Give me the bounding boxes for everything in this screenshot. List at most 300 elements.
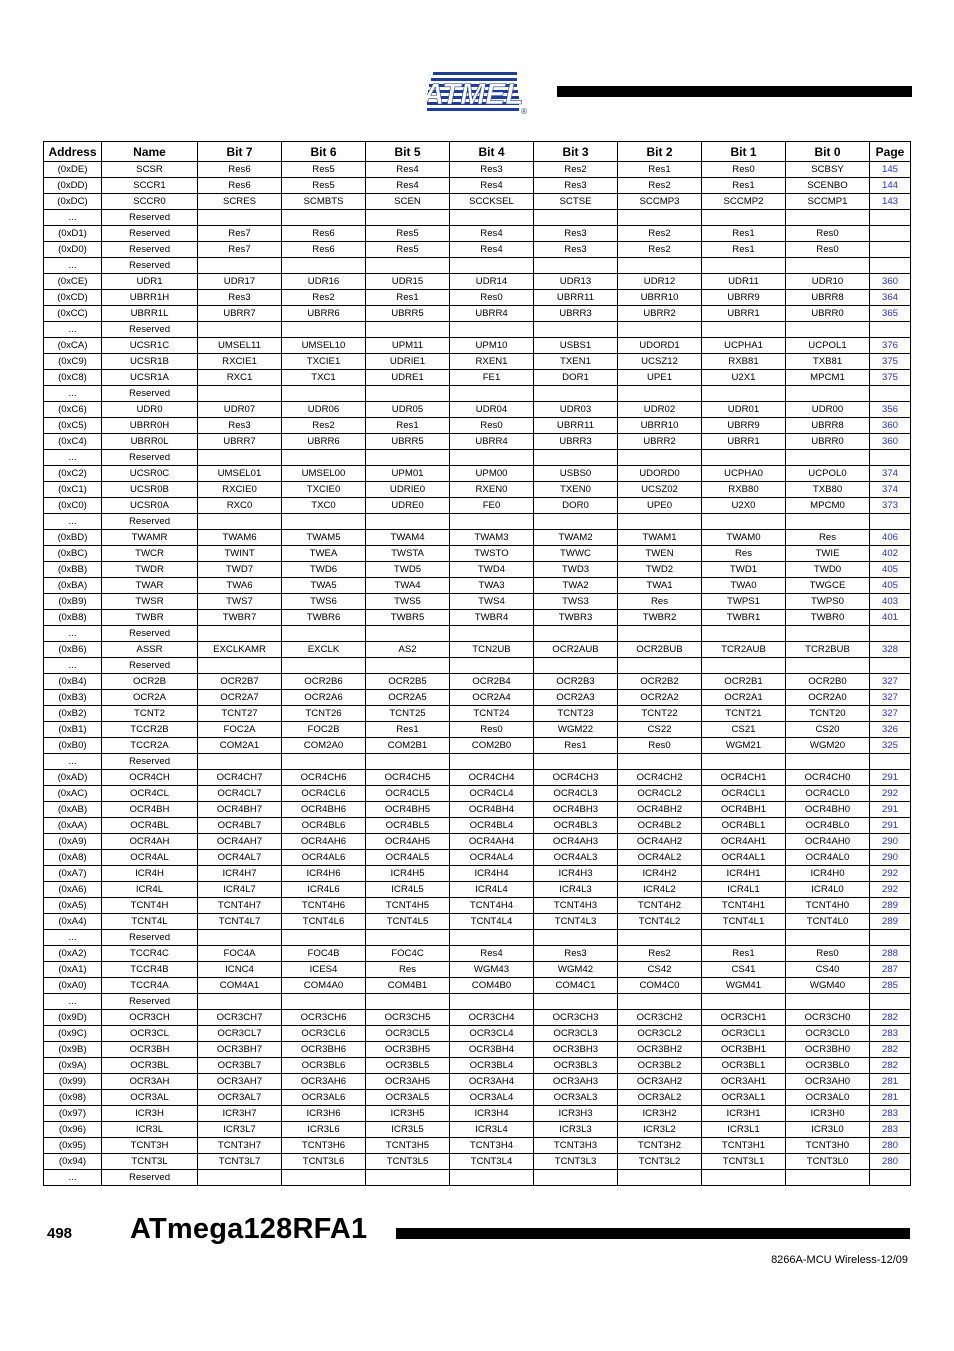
table-cell: OCR3CL0 [786,1026,870,1042]
table-cell: UBRR0 [786,306,870,322]
table-cell: OCR4AH7 [198,834,282,850]
table-cell: COM2A1 [198,738,282,754]
table-cell: (0xD0) [44,242,102,258]
table-cell: UDR14 [450,274,534,290]
table-cell: Res6 [198,178,282,194]
table-row [44,1138,911,1154]
table-cell: (0xA6) [44,882,102,898]
page-link[interactable]: 289 [870,914,911,930]
page-link[interactable]: 144 [870,178,911,194]
table-cell: (0xAC) [44,786,102,802]
table-cell: OCR4BL4 [450,818,534,834]
table-cell [618,450,702,466]
table-cell [618,386,702,402]
table-cell: OCR4BL [102,818,198,834]
table-cell: ASSR [102,642,198,658]
table-cell: OCR3AL3 [534,1090,618,1106]
table-cell [198,930,282,946]
table-cell: WGM21 [702,738,786,754]
table-cell [198,450,282,466]
table-row [44,386,911,402]
table-cell: OCR4BH7 [198,802,282,818]
page-link[interactable]: 291 [870,818,911,834]
table-cell: Res4 [450,226,534,242]
table-cell: OCR2A [102,690,198,706]
page-link[interactable]: 290 [870,834,911,850]
page-link[interactable]: 364 [870,290,911,306]
table-cell: Reserved [102,242,198,258]
table-cell: Res0 [618,738,702,754]
table-cell: Reserved [102,754,198,770]
table-cell: ICR3L3 [534,1122,618,1138]
table-cell: OCR2BUB [618,642,702,658]
table-cell: TCNT4H2 [618,898,702,914]
table-cell: Res3 [198,290,282,306]
table-cell: OCR4AH5 [366,834,450,850]
table-cell [786,754,870,770]
table-cell: TWSR [102,594,198,610]
table-cell: UBRR5 [366,434,450,450]
column-header: Bit 1 [702,142,786,162]
table-cell: TCNT3L [102,1154,198,1170]
table-cell: UCPHA1 [702,338,786,354]
table-cell: OCR2A4 [450,690,534,706]
table-cell: OCR3AL1 [702,1090,786,1106]
table-cell: UDR10 [786,274,870,290]
table-cell: ICR3L2 [618,1122,702,1138]
table-row [44,706,911,722]
header-rule [557,86,912,97]
table-cell: OCR3BL2 [618,1058,702,1074]
table-cell [198,210,282,226]
table-cell: ICR3L0 [786,1122,870,1138]
page-link[interactable]: 285 [870,978,911,994]
page-link[interactable]: 405 [870,562,911,578]
table-cell: UMSEL10 [282,338,366,354]
table-cell: TCNT3H4 [450,1138,534,1154]
table-cell: OCR4BH6 [282,802,366,818]
page-link[interactable]: 292 [870,866,911,882]
table-cell: Res1 [702,178,786,194]
table-cell: TCN2UB [450,642,534,658]
table-row [44,434,911,450]
table-row [44,802,911,818]
table-cell [366,754,450,770]
page-link[interactable]: 360 [870,274,911,290]
table-cell: (0xC5) [44,418,102,434]
table-cell: OCR2A1 [702,690,786,706]
table-cell: TWA4 [366,578,450,594]
table-cell: UBRR10 [618,418,702,434]
document-title: ATmega128RFA1 [130,1213,368,1245]
table-cell: OCR3BL4 [450,1058,534,1074]
table-cell: OCR3AH6 [282,1074,366,1090]
table-cell: UDR04 [450,402,534,418]
table-cell: SCCMP1 [786,194,870,210]
table-cell: TWS5 [366,594,450,610]
table-cell: ICR3H [102,1106,198,1122]
table-cell: COM2A0 [282,738,366,754]
table-cell [282,930,366,946]
table-cell: Res1 [366,418,450,434]
table-cell [366,450,450,466]
table-cell [534,1170,618,1186]
table-cell [198,258,282,274]
page-link[interactable]: 288 [870,946,911,962]
table-row [44,482,911,498]
table-cell: (0xB6) [44,642,102,658]
table-cell: ... [44,210,102,226]
column-header: Bit 0 [786,142,870,162]
table-cell: COM4C1 [534,978,618,994]
table-cell: ... [44,1170,102,1186]
table-cell [618,1170,702,1186]
table-cell: ICR3H2 [618,1106,702,1122]
page-link[interactable]: 327 [870,706,911,722]
table-cell: RXCIE0 [198,482,282,498]
table-cell: TWDR [102,562,198,578]
table-cell: CS22 [618,722,702,738]
table-cell: WGM40 [786,978,870,994]
table-cell [702,1170,786,1186]
page-link[interactable]: 375 [870,370,911,386]
table-cell: USBS1 [534,338,618,354]
table-cell [282,754,366,770]
page-link[interactable]: 280 [870,1154,911,1170]
table-cell: Reserved [102,514,198,530]
table-cell: Res0 [450,290,534,306]
page-link[interactable]: 280 [870,1138,911,1154]
table-cell: UBRR0H [102,418,198,434]
table-cell: TWBR1 [702,610,786,626]
table-cell: SCBSY [786,162,870,178]
table-cell [282,514,366,530]
table-cell: TCNT3L0 [786,1154,870,1170]
table-row [44,786,911,802]
table-cell: OCR2A6 [282,690,366,706]
table-row [44,882,911,898]
table-cell: (0xC1) [44,482,102,498]
table-cell: (0xB4) [44,674,102,690]
page-link[interactable]: 283 [870,1106,911,1122]
page-link[interactable]: 291 [870,770,911,786]
table-cell [702,386,786,402]
table-cell: OCR3CL2 [618,1026,702,1042]
table-cell: OCR4AL4 [450,850,534,866]
table-cell: Res3 [534,226,618,242]
page-link[interactable]: 376 [870,338,911,354]
table-cell: OCR4AH [102,834,198,850]
table-cell: ICR4H7 [198,866,282,882]
table-cell: TWD3 [534,562,618,578]
table-cell [702,658,786,674]
page-link[interactable]: 283 [870,1122,911,1138]
table-cell [786,994,870,1010]
table-row [44,306,911,322]
table-cell: OCR3AH3 [534,1074,618,1090]
table-cell [450,450,534,466]
table-row [44,1074,911,1090]
table-cell: SCRES [198,194,282,210]
page-link [870,930,911,946]
table-row [44,1170,911,1186]
table-cell: UBRR0L [102,434,198,450]
table-header-row [44,142,911,162]
page-link[interactable]: 290 [870,850,911,866]
table-cell: COM2B1 [366,738,450,754]
table-row [44,418,911,434]
table-cell: TWS7 [198,594,282,610]
page-link[interactable]: 325 [870,738,911,754]
table-cell: TWEN [618,546,702,562]
table-cell [702,450,786,466]
table-cell: ... [44,386,102,402]
table-row [44,834,911,850]
table-cell: (0xAA) [44,818,102,834]
table-cell: UMSEL01 [198,466,282,482]
table-cell: UCSZ12 [618,354,702,370]
table-cell: FOC4B [282,946,366,962]
page-link[interactable]: 283 [870,1026,911,1042]
table-cell: TCNT3L7 [198,1154,282,1170]
table-cell: RXB81 [702,354,786,370]
page-link[interactable]: 374 [870,482,911,498]
table-row [44,274,911,290]
table-row [44,1106,911,1122]
page-link[interactable]: 292 [870,786,911,802]
table-cell: TCNT4L6 [282,914,366,930]
table-cell: UCPHA0 [702,466,786,482]
table-cell: TCNT4H3 [534,898,618,914]
page-link[interactable]: 282 [870,1042,911,1058]
page-link[interactable]: 406 [870,530,911,546]
table-row [44,946,911,962]
page-link[interactable]: 281 [870,1090,911,1106]
table-cell [534,322,618,338]
table-cell: TWA0 [702,578,786,594]
table-cell [282,450,366,466]
page-link[interactable]: 405 [870,578,911,594]
table-cell: RXEN0 [450,482,534,498]
table-cell: Res2 [618,226,702,242]
table-cell: TCCR4A [102,978,198,994]
table-cell [786,514,870,530]
table-cell: TWD5 [366,562,450,578]
page-link[interactable]: 287 [870,962,911,978]
table-cell: ICR4H0 [786,866,870,882]
table-cell [450,258,534,274]
table-cell: ICR4H6 [282,866,366,882]
table-cell: EXCLKAMR [198,642,282,658]
page-link[interactable]: 282 [870,1010,911,1026]
table-cell: UPM00 [450,466,534,482]
table-cell: UCSZ02 [618,482,702,498]
table-cell: TCNT3L3 [534,1154,618,1170]
table-cell: OCR2A0 [786,690,870,706]
table-cell: TWGCE [786,578,870,594]
table-cell: TWPS0 [786,594,870,610]
table-cell: TWS6 [282,594,366,610]
table-cell: EXCLK [282,642,366,658]
page-link[interactable]: 143 [870,194,911,210]
table-cell: Reserved [102,658,198,674]
table-cell [786,386,870,402]
table-cell: (0xDC) [44,194,102,210]
page-link[interactable]: 356 [870,402,911,418]
table-cell [366,994,450,1010]
table-cell: OCR4AL6 [282,850,366,866]
table-cell: ICES4 [282,962,366,978]
table-cell: OCR2B [102,674,198,690]
table-cell: Res5 [282,178,366,194]
table-cell: OCR3CL [102,1026,198,1042]
table-cell: Res7 [198,226,282,242]
table-cell: Res2 [534,162,618,178]
table-row [44,338,911,354]
table-cell: ICR4L0 [786,882,870,898]
table-cell: ... [44,930,102,946]
table-cell: TCNT3H5 [366,1138,450,1154]
table-cell: OCR4BL6 [282,818,366,834]
page-link[interactable]: 328 [870,642,911,658]
page-link[interactable]: 292 [870,882,911,898]
table-cell: UPE0 [618,498,702,514]
page-link[interactable]: 401 [870,610,911,626]
table-cell: FE1 [450,370,534,386]
page-link[interactable]: 282 [870,1058,911,1074]
page-link[interactable]: 281 [870,1074,911,1090]
table-cell: (0xB3) [44,690,102,706]
table-cell: OCR2B0 [786,674,870,690]
table-cell: Res [366,962,450,978]
table-cell: ICR4L7 [198,882,282,898]
table-cell: Res0 [450,418,534,434]
table-cell: OCR4CL7 [198,786,282,802]
page-link[interactable]: 360 [870,418,911,434]
table-cell: OCR2B2 [618,674,702,690]
table-cell: OCR3BL5 [366,1058,450,1074]
table-cell [534,210,618,226]
table-cell: Res2 [618,242,702,258]
table-cell: Res2 [282,290,366,306]
page-link [870,994,911,1010]
page-link[interactable]: 289 [870,898,911,914]
table-cell: Res6 [198,162,282,178]
table-cell: OCR3AH4 [450,1074,534,1090]
page-link [870,514,911,530]
table-cell: OCR4BH3 [534,802,618,818]
page-link[interactable]: 375 [870,354,911,370]
table-cell: UBRR1L [102,306,198,322]
table-cell: SCSR [102,162,198,178]
table-cell: OCR3BH2 [618,1042,702,1058]
table-cell [702,930,786,946]
table-cell: Reserved [102,226,198,242]
table-cell: TWD1 [702,562,786,578]
table-cell: Res4 [450,946,534,962]
table-cell: OCR4BH1 [702,802,786,818]
table-cell: (0xAD) [44,770,102,786]
table-cell: OCR4AL3 [534,850,618,866]
table-cell [450,754,534,770]
page-link[interactable]: 373 [870,498,911,514]
page-link[interactable]: 145 [870,162,911,178]
table-cell: UBRR10 [618,290,702,306]
page-link[interactable]: 402 [870,546,911,562]
table-cell: OCR3CL7 [198,1026,282,1042]
table-cell: TCNT21 [702,706,786,722]
page-link [870,242,911,258]
table-cell: ICR4L2 [618,882,702,898]
table-cell [366,930,450,946]
column-header: Bit 5 [366,142,450,162]
table-cell: Res [618,594,702,610]
table-cell: UDR15 [366,274,450,290]
table-cell: Res0 [450,722,534,738]
table-cell: OCR3BL [102,1058,198,1074]
table-cell: OCR4CH0 [786,770,870,786]
table-cell: OCR3CL4 [450,1026,534,1042]
page-link[interactable]: 374 [870,466,911,482]
table-cell: TCNT3H0 [786,1138,870,1154]
table-cell: UDR05 [366,402,450,418]
page-link[interactable]: 327 [870,674,911,690]
table-cell: Reserved [102,258,198,274]
table-cell: COM4B0 [450,978,534,994]
table-cell: (0xB9) [44,594,102,610]
table-cell: (0xB0) [44,738,102,754]
page-link[interactable]: 326 [870,722,911,738]
table-row [44,594,911,610]
table-cell [618,930,702,946]
table-cell: TWA6 [198,578,282,594]
table-cell: ICR4L4 [450,882,534,898]
table-cell: ... [44,514,102,530]
table-cell: Res1 [702,242,786,258]
table-cell: ICR4L1 [702,882,786,898]
table-row [44,866,911,882]
table-cell: UDR16 [282,274,366,290]
page-link[interactable]: 365 [870,306,911,322]
table-cell: TCNT3L5 [366,1154,450,1170]
table-cell: OCR3CH6 [282,1010,366,1026]
table-cell: TWSTA [366,546,450,562]
table-cell: ICR4H [102,866,198,882]
table-cell: TWD7 [198,562,282,578]
table-cell: SCENBO [786,178,870,194]
table-cell: TCNT3L4 [450,1154,534,1170]
table-cell: OCR2A7 [198,690,282,706]
table-row [44,642,911,658]
page-link[interactable]: 291 [870,802,911,818]
table-cell: TCNT3H [102,1138,198,1154]
table-cell: (0x9C) [44,1026,102,1042]
table-cell [702,754,786,770]
page-link[interactable]: 360 [870,434,911,450]
table-cell: OCR3CH0 [786,1010,870,1026]
page-link[interactable]: 327 [870,690,911,706]
table-cell: UDR11 [702,274,786,290]
table-cell: TWA2 [534,578,618,594]
table-cell: FOC2A [198,722,282,738]
table-cell: UDR13 [534,274,618,290]
table-cell: OCR3AL0 [786,1090,870,1106]
table-cell: TXC1 [282,370,366,386]
table-cell [786,210,870,226]
table-row [44,1010,911,1026]
page-link[interactable]: 403 [870,594,911,610]
table-cell: TWBR [102,610,198,626]
